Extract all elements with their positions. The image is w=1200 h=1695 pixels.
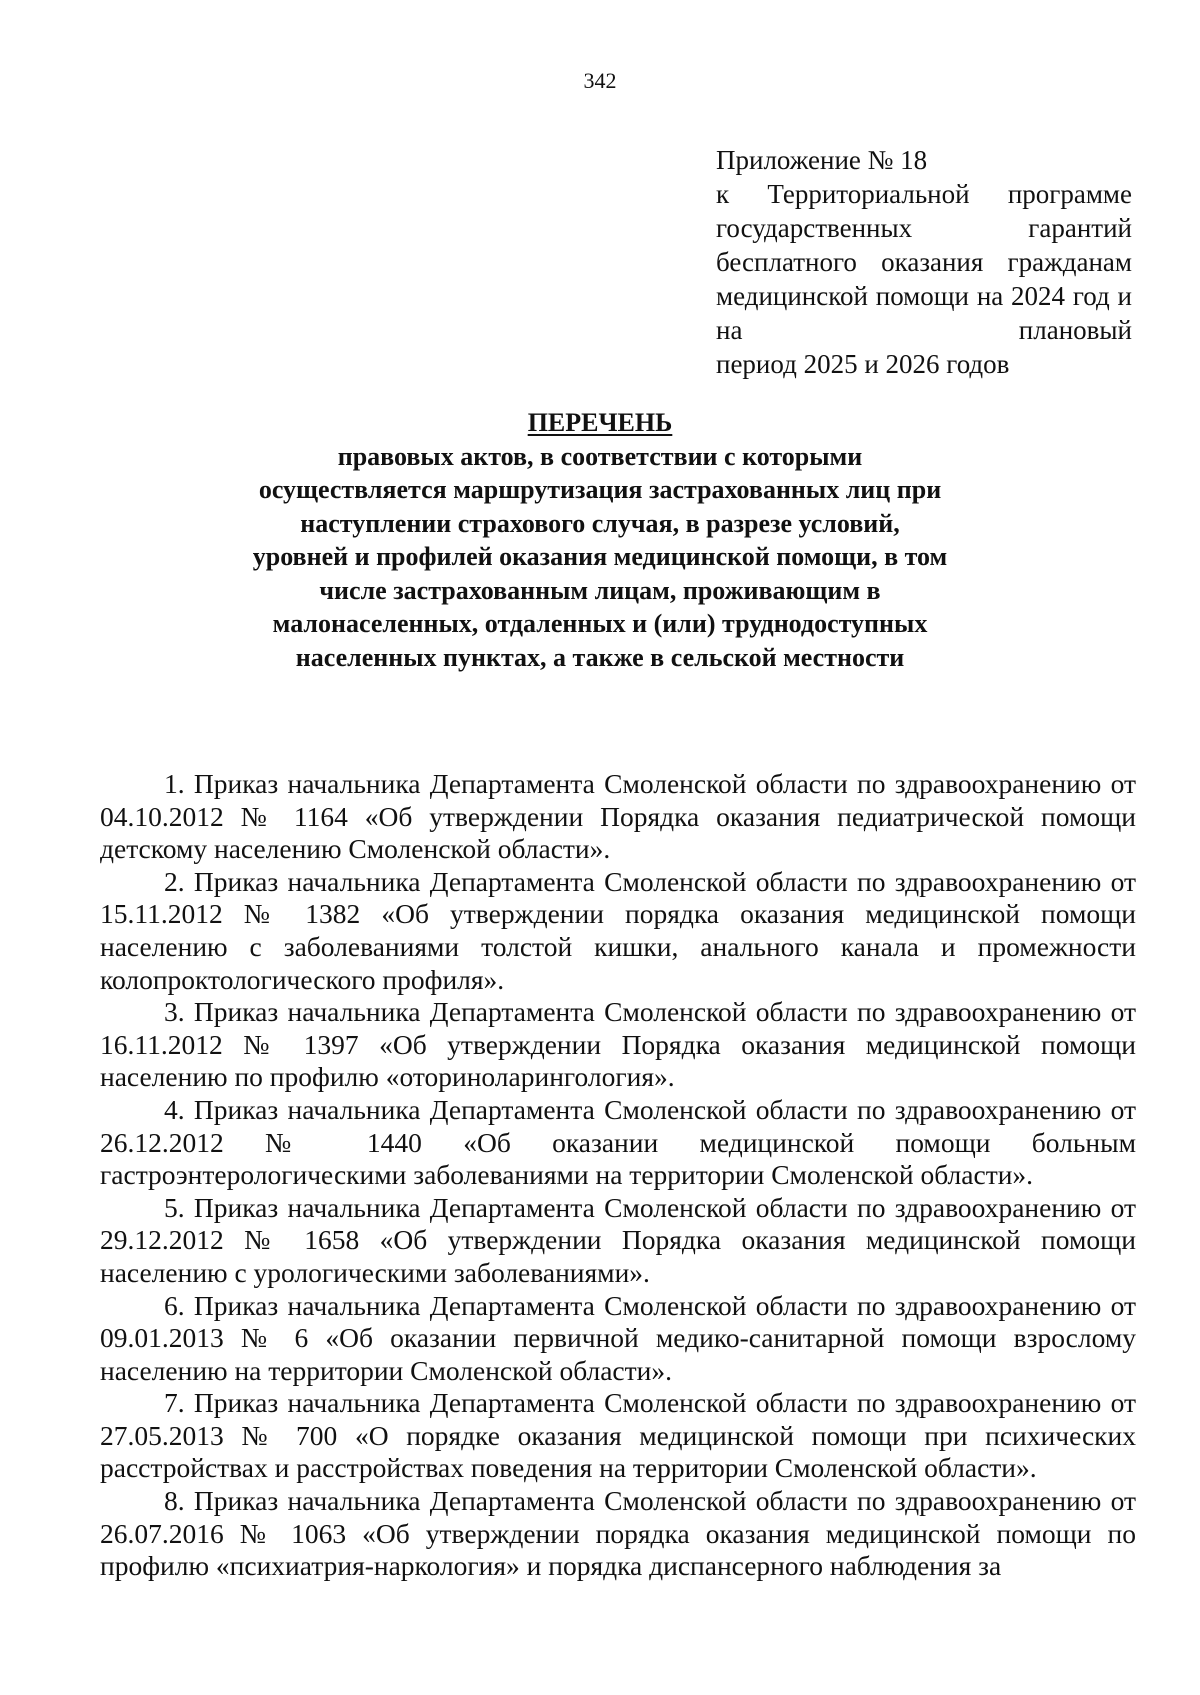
- list-item: 6. Приказ начальника Департамента Смоленской области по здравоохранению от 09.01.2013 № 6 «Об оказании первичной медико-санитарной помощи взрослому населению на территории Смоленской области».: [100, 1289, 1136, 1386]
- appendix-last-line: период 2025 и 2026 годов: [716, 349, 1010, 379]
- heading-subtitle: правовых актов, в соответствии с которыми осуществляется маршрутизация застрахованных лиц при наступлении страхового случая, в разрезе условий, уровней и профилей оказания медицинской помощи, в том числе застрахованным лицам, проживающим в малонаселенных, отдаленных и (или) труднодоступных населенных пунктах, а также в сельской местности: [252, 441, 948, 672]
- list-item: 3. Приказ начальника Департамента Смоленской области по здравоохранению от 16.11.2012 № 1397 «Об утверждении Порядка оказания медицинской помощи населению по профилю «оториноларингология».: [100, 996, 1136, 1093]
- heading-title: ПЕРЕЧЕНЬ: [527, 408, 673, 437]
- document-heading: [250, 406, 950, 674]
- appendix-title: Приложение № 18: [716, 145, 928, 175]
- list-item: 5. Приказ начальника Департамента Смоленской области по здравоохранению от 29.12.2012 № 1658 «Об утверждении Порядка оказания медицинской помощи населению с урологическими заболеваниями».: [100, 1191, 1136, 1288]
- list-item: 2. Приказ начальника Департамента Смоленской области по здравоохранению от 15.11.2012 № 1382 «Об утверждении порядка оказания медицинской помощи населению с заболеваниями толстой кишки, анального канала и промежности колопроктологического профиля».: [100, 865, 1136, 995]
- legal-acts-list: [100, 768, 1136, 1583]
- page-number: 342: [583, 68, 617, 93]
- appendix-text: к Территориальной программе государственных гарантий бесплатного оказания гражданам медицинской помощи на 2024 год и на плановый: [716, 179, 1132, 345]
- list-item: 4. Приказ начальника Департамента Смоленской области по здравоохранению от 26.12.2012 № 1440 «Об оказании медицинской помощи больным гастроэнтерологическими заболеваниями на территории Смоленской области».: [100, 1093, 1136, 1191]
- list-item: 1. Приказ начальника Департамента Смоленской области по здравоохранению от 04.10.2012 № 1164 «Об утверждении Порядка оказания педиатрической помощи детскому населению Смоленской области».: [100, 768, 1136, 865]
- list-item: 7. Приказ начальника Департамента Смоленской области по здравоохранению от 27.05.2013 № 700 «О порядке оказания медицинской помощи при психических расстройствах и расстройствах поведения на территории Смоленской области».: [100, 1387, 1136, 1484]
- list-item: 8. Приказ начальника Департамента Смоленской области по здравоохранению от 26.07.2016 № 1063 «Об утверждении порядка оказания медицинской помощи по профилю «психиатрия-наркология» и порядка диспансерного наблюдения за: [100, 1485, 1136, 1582]
- appendix-block: [716, 143, 1132, 381]
